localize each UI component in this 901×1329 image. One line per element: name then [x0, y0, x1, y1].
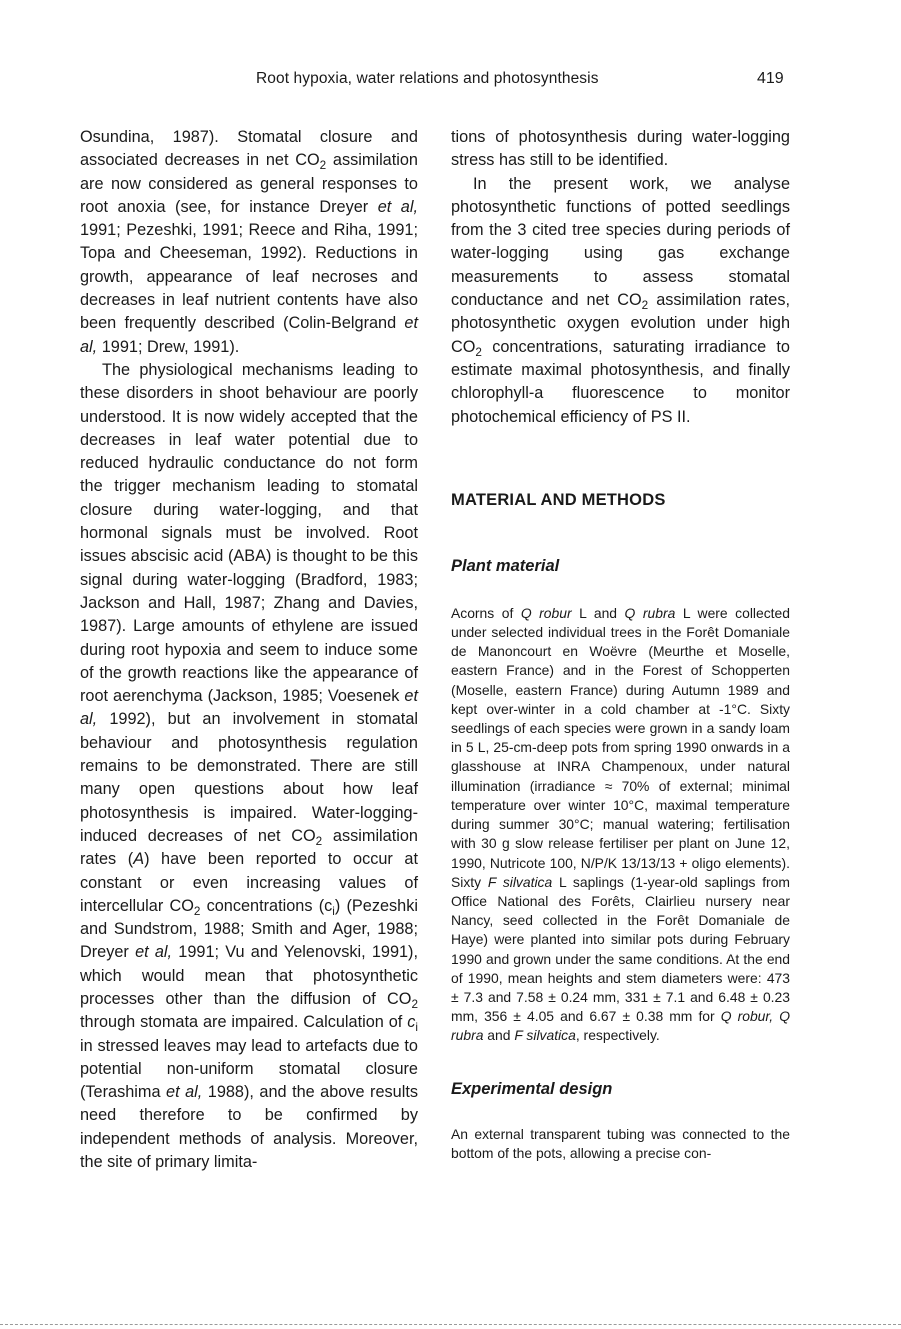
subsection-heading-plant-material: Plant material: [451, 556, 560, 575]
running-title: Root hypoxia, water relations and photosynthesis: [256, 70, 599, 87]
left-column: [80, 126, 418, 1174]
plant-material-paragraph: Acorns of Q robur L and Q rubra L were collected under selected individual trees in the Forêt Domaniale de Manoncourt en Woëvre (Meurthe et Moselle, eastern France) and in the Forest of Schopperten (Moselle, eastern France) during Autumn 1989 and kept over-winter in a cold chamber at -1°C. Sixty seedlings of each species were grown in a sandy loam in 5 L, 25-cm-deep pots from spring 1990 onwards in a glasshouse at INRA Champenoux, under natural illumination (irradiance ≈ 70% of external; minimal temperature over winter 10°C, maximal temperature during summer 30°C; manual watering; fertilisation with 30 g slow release fertiliser per plant on June 12, 1990, Nutricote 100, N/P/K 13/13/13 + oligo elements). Sixty F silvatica L saplings (1-year-old saplings from Office National des Forêts, Clairlieu nursery near Nancy, seed collected in the Forêt Domaniale de Haye) were planted into similar pots during February 1990 and grown under the same conditions. At the end of 1990, mean heights and stem diameters were: 473 ± 7.3 and 7.58 ± 0.24 mm, 331 ± 7.1 and 6.48 ± 0.23 mm, 356 ± 4.05 and 6.67 ± 0.38 mm for Q robur, Q rubra and F silvatica, respectively.: [451, 604, 790, 1044]
right-paragraph-1: tions of photosynthesis during water-logging stress has still to be identified.: [451, 128, 790, 170]
right-column: [451, 126, 790, 1163]
right-paragraph-2: In the present work, we analyse photosynthetic functions of potted seedlings from the 3 cited tree species during periods of water-logging using gas exchange measurements to assess stomatal conductance and net $CO_2$ assimilation rates, photosynthetic oxygen evolution under high $CO_2$ concentrations, saturating irradiance to estimate maximal photosynthesis, and finally chlorophyll-a fluorescence to monitor photochemical efficiency of PS II.: [451, 174, 790, 426]
page-number: 419: [757, 70, 784, 87]
left-paragraph-2: The physiological mechanisms leading to these disorders in shoot behaviour are poorly understood. It is now widely accepted that the decreases in leaf water potential due to reduced hydraulic conductance do not form the trigger mechanism leading to stomatal closure during water-logging, and that hormonal signals must be involved. Root issues abscisic acid (ABA) is thought to be this signal during water-logging (Bradford, 1983; Jackson and Hall, 1987; Zhang and Davies, 1987). Large amounts of ethylene are issued during root hypoxia and seem to induce some of the growth reactions like the appearance of root aerenchyma (Jackson, 1985; Voesenek et al, 1992), but an involvement in stomatal behaviour and photosynthesis regulation remains to be demonstrated. There are still many open questions about how leaf photosynthesis is impaired. Water-logging-induced decreases of net $CO_2$ assimilation rates (A) have been reported to occur at constant or even increasing values of intercellular $CO_2$ concentrations $(c_i)$ (Pezeshki and Sundstrom, 1988; Smith and Ager, 1988; Dreyer et al, 1991; Vu and Yelenovski, 1991), which would mean that photosynthetic processes other than the diffusion of $CO_2$ through stomata are impaired. Calculation of $c_i$ in stressed leaves may lead to artefacts due to potential non-uniform stomatal closure (Terashima et al, 1988), and the above results need therefore to be confirmed by independent methods of analysis. Moreover, the site of primary limita-: [80, 360, 418, 1172]
page-bottom-border: [0, 1324, 901, 1325]
section-heading-material-methods: MATERIAL AND METHODS: [451, 490, 666, 509]
subsection-heading-experimental-design: Experimental design: [451, 1079, 613, 1098]
page-header: [0, 70, 901, 96]
experimental-design-paragraph: An external transparent tubing was connected to the bottom of the pots, allowing a precise con-: [451, 1125, 790, 1161]
left-paragraph-1: Osundina, 1987). Stomatal closure and associated decreases in net $CO_2$ assimilation are now considered as general responses to root anoxia (see, for instance Dreyer et al, 1991; Pezeshki, 1991; Reece and Riha, 1991; Topa and Cheeseman, 1992). Reductions in growth, appearance of leaf necroses and decreases in leaf nutrient contents have also been frequently described (Colin-Belgrand et al, 1991; Drew, 1991).: [80, 128, 418, 356]
